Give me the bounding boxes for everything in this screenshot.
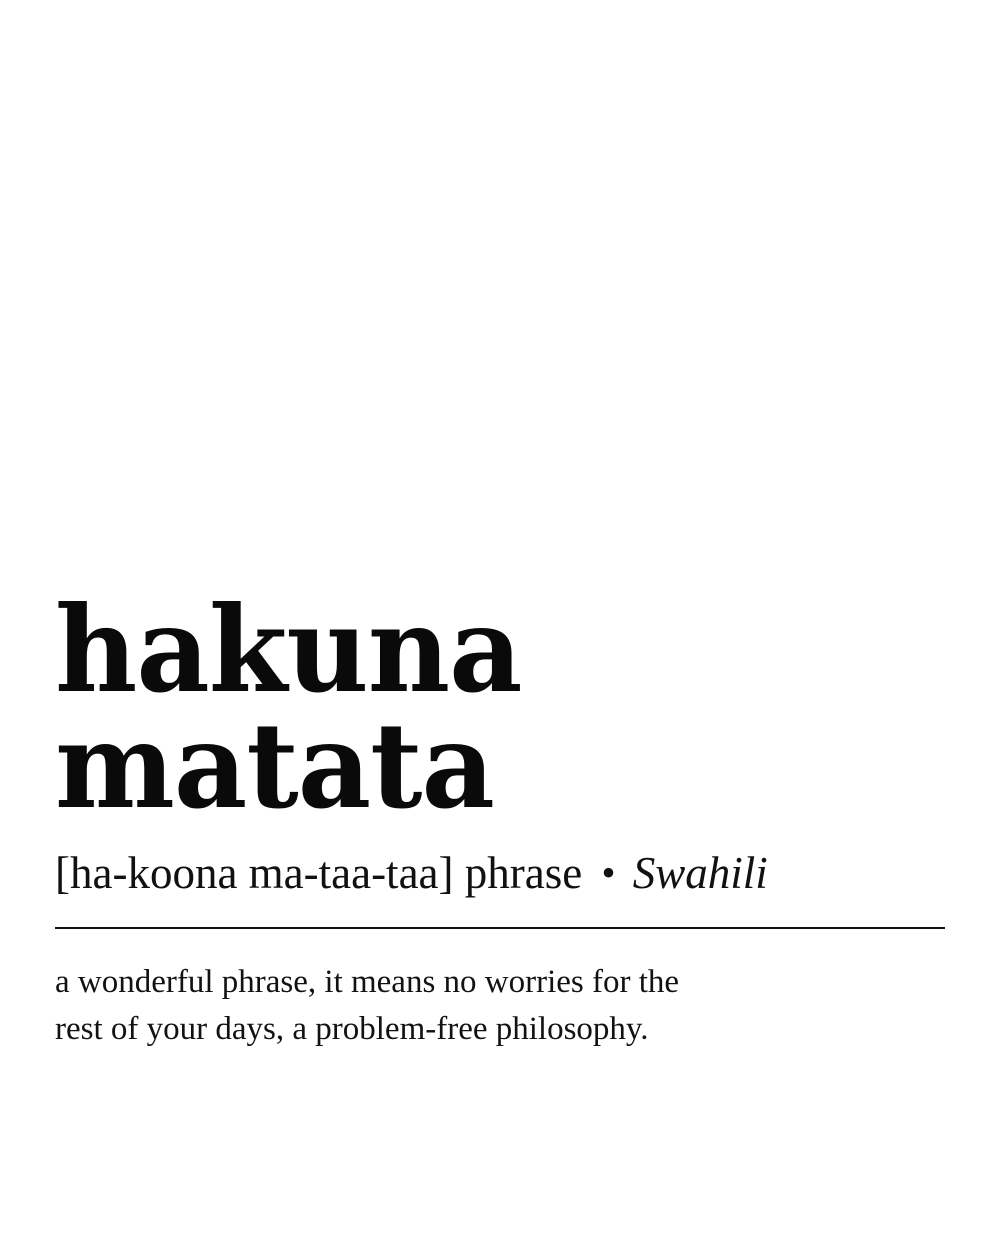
bullet-separator-icon: •: [601, 850, 616, 896]
poster-content: [55, 580, 945, 1054]
word-meta: [55, 849, 945, 899]
headword-line-1: hakuna: [55, 580, 522, 719]
definition-line-1: a wonderful phrase, it means no worries for the: [55, 963, 680, 1000]
part-of-speech-text: phrase: [464, 848, 583, 899]
headword-line-2: matata: [55, 695, 494, 835]
pronunciation-text: [ha-koona ma-taa-taa]: [55, 848, 454, 899]
definition-text: [55, 959, 845, 1054]
horizontal-divider: [55, 927, 945, 929]
definition-line-2: rest of your days, a problem-free philosophy.: [55, 1011, 649, 1048]
language-text: Swahili: [632, 848, 768, 899]
page-title: [55, 580, 909, 835]
